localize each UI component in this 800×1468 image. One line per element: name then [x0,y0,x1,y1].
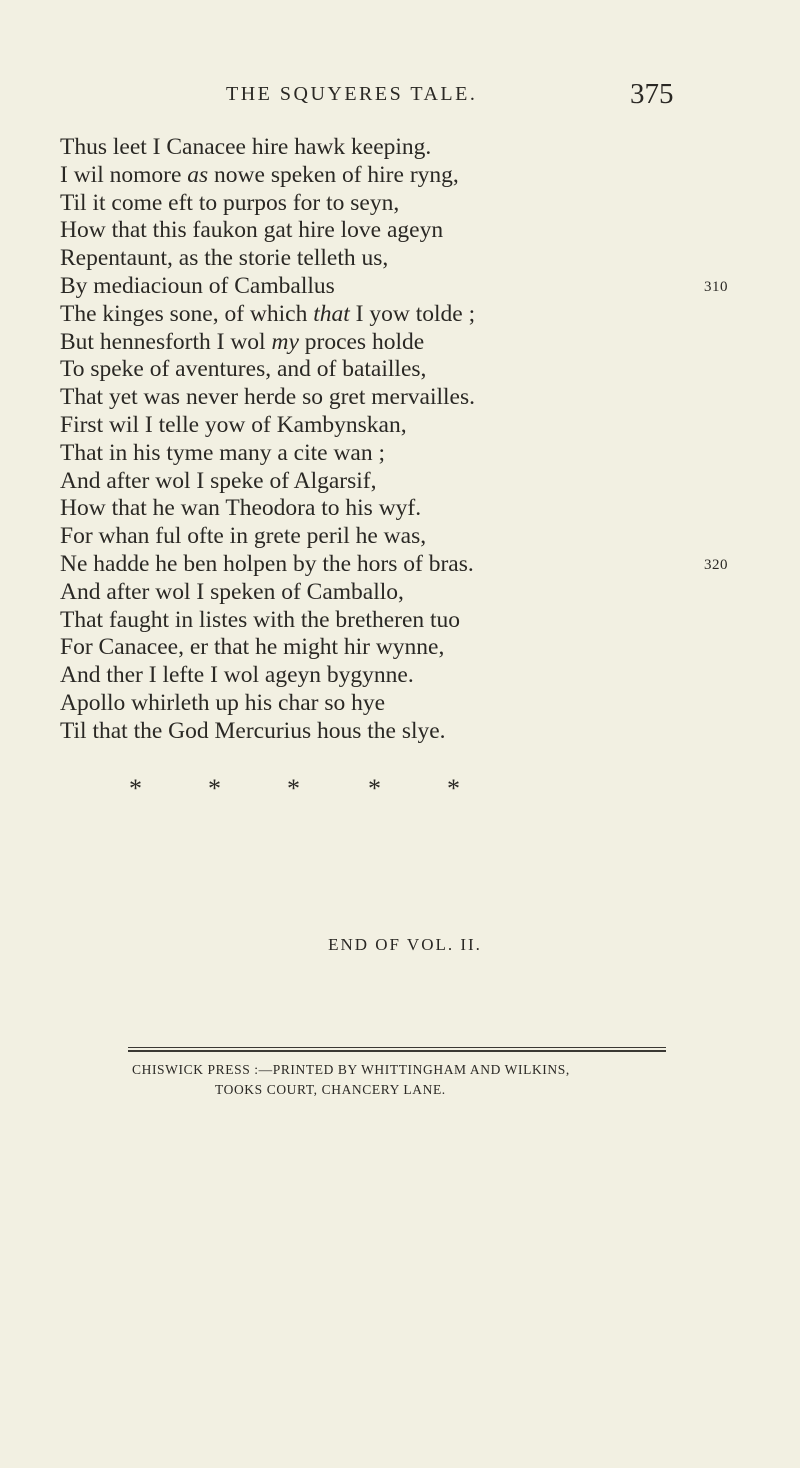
verse-text: Thus leet I Canacee hire hawk keeping. [60,134,432,160]
verse-text-continued: nowe speken of hire ryng, [208,161,459,188]
verse-line [60,190,760,218]
verse-line [60,356,760,384]
verse-text: By mediacioun of Camballus [60,272,335,299]
verse-line [60,329,760,357]
page-number: 375 [630,78,674,110]
verse-italic-text: that [313,300,350,327]
asterisk: * [368,774,381,803]
verse-line [60,412,760,440]
line-number: 310 [704,278,728,295]
verse-text: Apollo whirleth up his char so hye [60,689,386,716]
verse-text: Til that the God Mercurius hous the slye. [60,717,446,744]
verse-line [60,718,760,746]
verse-text: But hennesforth I wol [60,328,272,355]
verse-line [60,468,760,496]
verse-text: How that he wan Theodora to his wyf. [60,495,422,522]
line-number: 320 [704,556,728,573]
verse-line [60,384,760,412]
asterisk: * [447,774,460,803]
running-head [0,78,800,124]
verse-italic-text: my [271,328,299,355]
section-ornament [0,776,800,806]
verse-text: How that this faukon gat hire love ageyn [60,217,444,244]
verse-line [60,134,760,162]
verse-text: Til it come eft to purpos for to seyn, [60,189,400,216]
verse-line [60,273,760,301]
verse-line [60,690,760,718]
poem-text [60,134,760,746]
verse-line [60,607,760,635]
verse-line [60,162,760,190]
verse-line [60,523,760,551]
asterisk: * [287,774,300,803]
verse-line [60,217,760,245]
printer-imprint [132,1060,570,1100]
verse-text: For whan ful ofte in grete peril he was, [60,523,427,550]
verse-text: Ne hadde he ben holpen by the hors of bras. [60,550,474,577]
verse-line [60,440,760,468]
verse-text-continued: I yow tolde ; [349,300,476,327]
verse-text: For Canacee, er that he might hir wynne, [60,634,445,661]
verse-line [60,495,760,523]
imprint-line-1: CHISWICK PRESS :—PRINTED BY WHITTINGHAM AND WILKINS, [132,1062,570,1077]
asterisk: * [129,774,142,803]
verse-text: And after wol I speke of Algarsif, [60,467,377,494]
verse-text: That faught in listes with the bretheren tuo [60,606,461,633]
imprint-rule-thick [128,1050,666,1052]
verse-text: To speke of aventures, and of batailles, [60,356,427,383]
verse-line [60,579,760,607]
asterisk: * [208,774,221,803]
verse-text: The kinges sone, of which [60,300,314,327]
verse-text: First wil I telle yow of Kambynskan, [60,411,407,438]
verse-text: And ther I lefte I wol ageyn bygynne. [60,662,414,689]
verse-line [60,301,760,329]
verse-text: That in his tyme many a cite wan ; [60,439,385,466]
running-title: THE SQUYERES TALE. [226,83,478,105]
verse-text: That yet was never herde so gret mervailles. [60,384,476,411]
end-of-volume-note: END OF VOL. II. [328,935,482,954]
imprint-line-2: TOOKS COURT, CHANCERY LANE. [215,1082,446,1097]
verse-line [60,245,760,273]
verse-text: And after wol I speken of Camballo, [60,578,404,605]
verse-line [60,551,760,579]
verse-italic-text: as [187,161,209,188]
verse-line [60,662,760,690]
imprint-rule-thin [128,1047,666,1048]
verse-text: I wil nomore [60,161,188,188]
verse-text-continued: proces holde [298,328,425,355]
verse-line [60,634,760,662]
verse-text: Repentaunt, as the storie telleth us, [60,245,389,272]
